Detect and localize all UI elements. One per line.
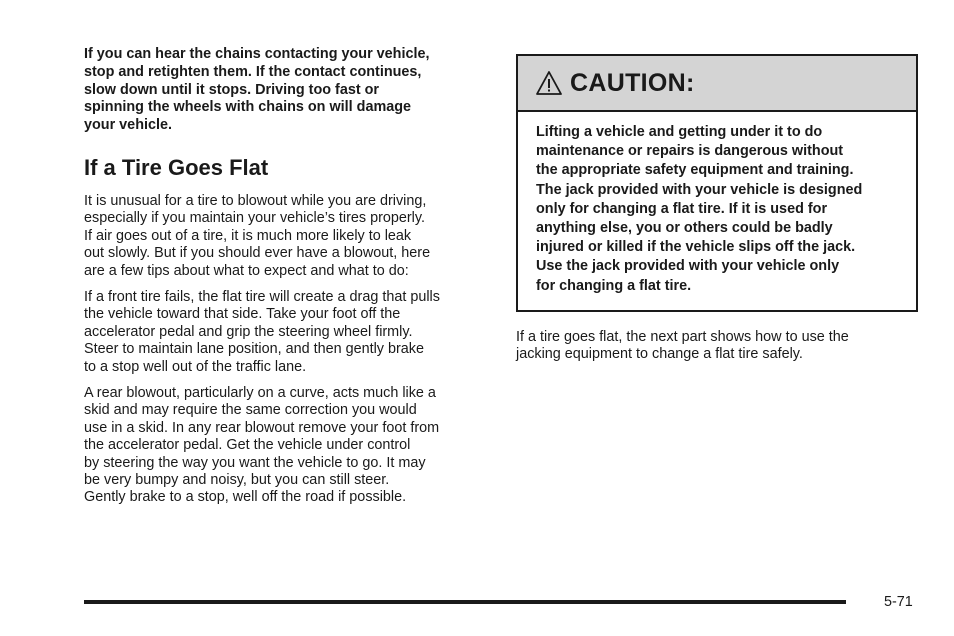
caution-header [518,56,916,112]
caution-box [516,54,918,312]
chains-warning-text: If you can hear the chains contacting your vehicle, stop and retighten them. If the contact continues, slow down until it stops. Driving too fast or spinning the wheels with chains on will damage your vehicle. [84,46,430,134]
caution-title: CAUTION: [570,68,695,97]
right-column [516,54,918,378]
left-column [84,46,492,516]
paragraph-rear-tire: A rear blowout, particularly on a curve, acts much like a skid and may require the same correction you would use in a skid. In any rear blowout remove your foot from the accelerator pedal. Get the vehicle under control by steering the way you want the vehicle to go. It may be very bumpy and noisy, but you can still steer. Gently brake to a stop, well off the road if possible. [84,385,440,506]
footer-rule [84,600,846,604]
section-heading: If a Tire Goes Flat [84,154,269,180]
paragraph-next-part: If a tire goes flat, the next part shows how to use the jacking equipment to change a flat tire safely. [516,328,849,363]
paragraph-front-tire: If a front tire fails, the flat tire will create a drag that pulls the vehicle toward that side. Take your foot off the accelerator pedal and grip the steering wheel firmly. Steer to maintain lane position, and then gently brake to a stop well out of the traffic lane. [84,289,440,375]
warning-triangle-icon [536,70,562,96]
page-number: 5-71 [884,594,913,610]
paragraph-blowout-intro: It is unusual for a tire to blowout while you are driving, especially if you maintain your vehicle’s tires properly. If air goes out of a tire, it is much more likely to leak out slowly. But if you should ever have a blowout, here are a few tips about what to expect and what to do: [84,192,431,279]
caution-body: Lifting a vehicle and getting under it to do maintenance or repairs is dangerous without the appropriate safety equipment and training. The jack provided with your vehicle is designed only for changing a flat tire. If it is used for anything else, you or others could be badly injured or killed if the vehicle slips off the jack. Use the jack provided with your vehicle only for changing a flat tire. [536,124,863,294]
